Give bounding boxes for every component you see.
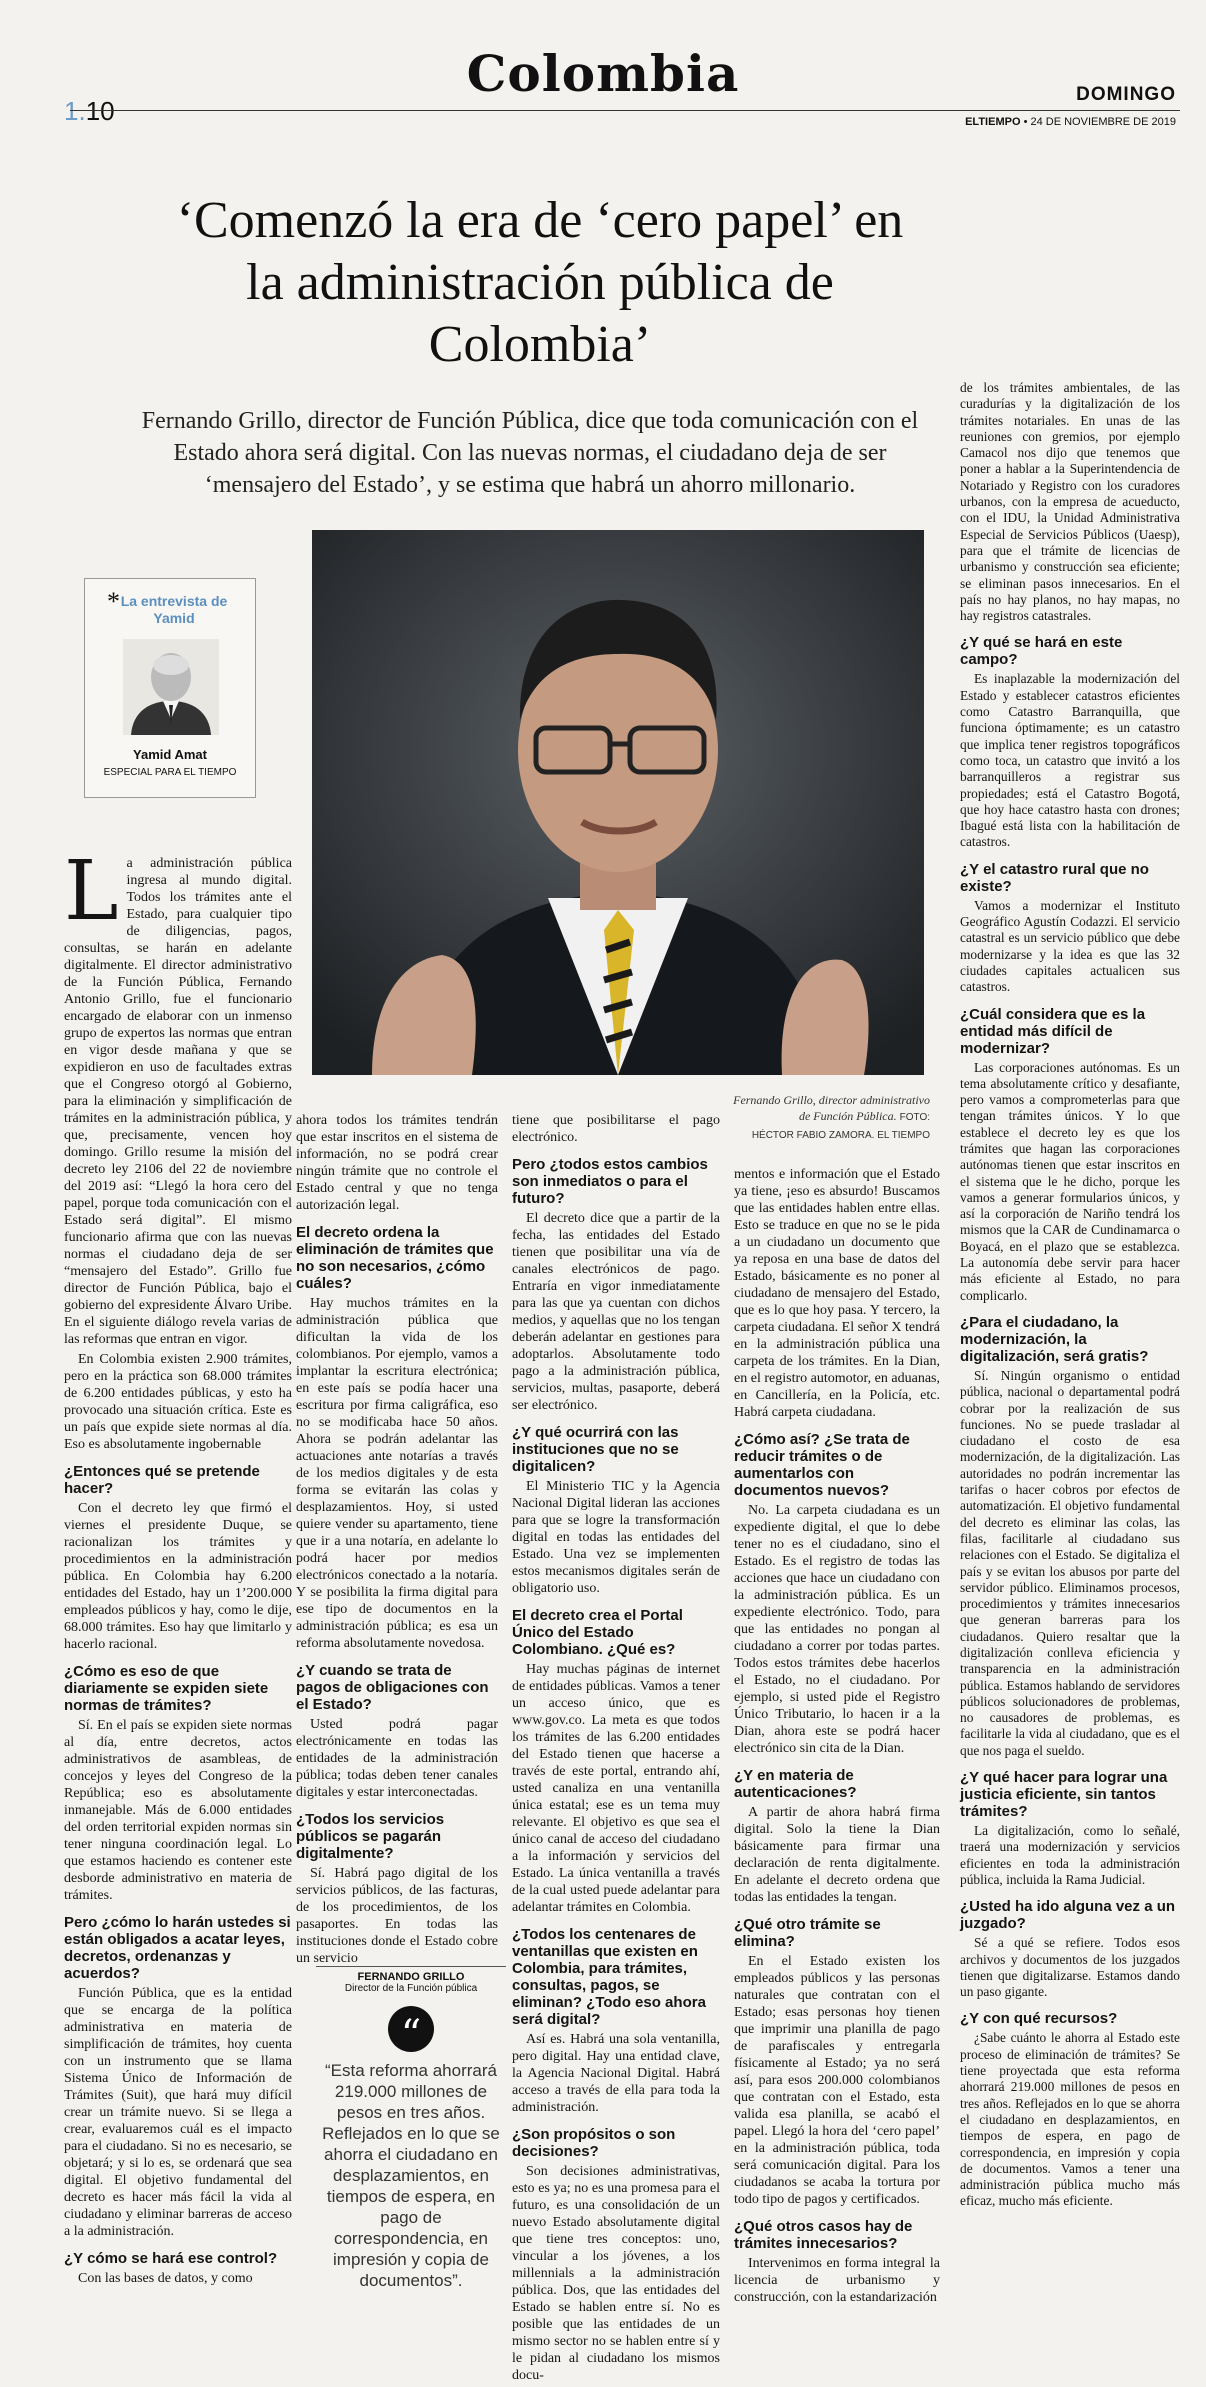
photo-caption — [720, 1092, 930, 1144]
paragraph: tiene que posibilitarse el pago electrónico. — [512, 1113, 720, 1145]
author-portrait — [123, 639, 219, 735]
question: ¿Y el catastro rural que no existe? — [960, 860, 1149, 895]
quote-text: “Esta reforma ahorrará 219.000 millones de pesos en tres años. Reflejados en lo que se ahorra el ciudadano en desplazamientos, en tiempos de espera, en pago de correspondencia, en impresión y copia de documentos”. — [322, 2061, 500, 2290]
publication-name: ELTIEMPO — [965, 116, 1021, 128]
paragraph: El Ministerio TIC y la Agencia Nacional Digital lideran las acciones para que se logre la transformación digital en todas las entidades del Estado. Una vez se implementen estos mecanismos digitales serán de obligatorio uso. — [512, 1479, 720, 1596]
portrait-illustration — [312, 530, 924, 1075]
question: ¿Para el ciudadano, la modernización, la digitalización, será gratis? — [960, 1313, 1149, 1365]
paragraph: A partir de ahora habrá firma digital. Solo la tiene la Dian básicamente para firmar una declaración de renta digitalmente. En adelante el decreto ordena que todas las entidades la tengan. — [734, 1805, 940, 1905]
paragraph: Usted podrá pagar electrónicamente en todas las entidades de la administración pública; todas deben tener canales digitales y estar interconectadas. — [296, 1717, 498, 1800]
question: ¿Y en materia de autenticaciones? — [734, 1767, 857, 1801]
lead-paragraph: La administración pública ingresa al mundo digital. Todos los trámites ante el Estado, para cualquier tipo de diligencias, pagos, consultas, se harán en adelante digitalmente. El director administrativo de la Función Pública, Fernando Antonio Grillo, fue el funcionario encargado de elaborar con un inmenso grupo de expertos las normas que entran en vigor desde mañana y que se expidieron en uso de facultades extras que el Congreso otorgó al Gobierno, para la eliminación y simplificación de trámites en la administración pública, y que, precisamente, vencen hoy domingo. Grillo resume la misión del decreto ley 2106 del 22 de noviembre del 2019 así: “Llegó la hora cero del papel, porque toda comunicación con el Estado será digital”. El mismo funcionario afirma que con las nuevas normas el ciudadano deja de ser “mensajero del Estado”. Grillo fue director de Función Pública, bajo el gobierno del expresidente Álvaro Uribe. En el siguiente diálogo revela varias de las reformas que entran en vigor. — [64, 844, 292, 1347]
paragraph: Son decisiones administrativas, esto es ya; no es una promesa para el futuro, es una consolidación de un nuevo Estado absolutamente digital que tiene tres conceptos: uno, vincular a los jóvenes, a los millennials a la administración pública. Dos, que las entidades del Estado se hablen entre sí. No es posible que las entidades de un mismo sector no se hablen entre sí y le pidan al ciudadano los mismos docu- — [512, 2164, 720, 2383]
paragraph: Hay muchas páginas de internet de entidades públicas. Vamos a tener un acceso único, que es www.gov.co. La meta es que todos los trámites de las 6.200 entidades del Estado tienen que hacerse a través de este portal, entrando ahí, usted canaliza en una ventanilla única estatal; ese es un tema muy relevante. El objetivo es que sea el único canal de acceso del ciudadano a la información y servicios del Estado. La única ventanilla a través de la cual usted puede adelantar para adelantar trámites en Colombia. — [512, 1662, 720, 1915]
paragraph: Vamos a modernizar el Instituto Geográfico Agustín Codazzi. El servicio catastral es un servicio público que debe modernizarse y la idea es que las 32 ciudades capitales actualicen sus catastros. — [960, 897, 1180, 995]
question: ¿Todos los centenares de ventanillas que existen en Colombia, para trámites, consultas, pagos, se eliminan? ¿Todo eso ahora será digital? — [512, 1926, 706, 2028]
question: ¿Cuál considera que es la entidad más difícil de modernizar? — [960, 1005, 1146, 1057]
column-4 — [734, 1166, 940, 2309]
paragraph: mentos e información que el Estado ya tiene, ¡eso es absurdo! Buscamos que las entidades hablen entre ellas. Esto se traduce en que no se le pida a un ciudadano un documento que ya reposa en una base de datos del Estado, básicamente es no poner al ciudadano de mensajero del Estado, que es lo que hoy pasa. Y tercero, la carpeta ciudadana. El señor X tendrá en la administración pública una carpeta de los trámites. En la Dian, en el registro automotor, en aduanas, en Cancillería, en la Policía, etc. Habrá carpeta ciudadana. — [734, 1167, 941, 1420]
paragraph: Las corporaciones autónomas. Es un tema absolutamente crítico y desafiante, pero vamos a comprometerlas para que tengan trámites únicos. Y lo que establece el decreto ley es que los trámites que hagan las corporaciones autónomas tienen que estar inscritos en el sistema que le he dicho, porque les vamos a generar formularios únicos, y así la corporación de Nariño tendrá los mismos que la CAR de Cundinamarca o Boyacá, en el plazo que se establezca. La autonomía debe servir para hacer más eficiente al Estado, no para complicarlo. — [960, 1059, 1180, 1303]
quote-role: Director de la Función pública — [344, 1983, 478, 1994]
publication-date: • 24 DE NOVIEMBRE DE 2019 — [1023, 116, 1176, 128]
question: ¿Y cuando se trata de pagos de obligaciones con el Estado? — [296, 1662, 489, 1713]
question: El decreto ordena la eliminación de trámites que no son necesarios, ¿cómo cuáles? — [296, 1224, 494, 1292]
paragraph: Función Pública, que es la entidad que se encarga de la política administrativa en materia de simplificación de trámites, hoy cuenta con un instrumento que se llama Sistema Único de Información de Trámites (Suit), que hará muy difícil crear un trámite nuevo. Si se llega a crear, evaluaremos cuál es el impacto para el ciudadano. Si no es necesario, se objetará; y si lo es, se ordenará que sea digital. El objetivo fundamental del decreto es hacer más fácil la vida al ciudadano y eliminar barreras de acceso a la administración. — [64, 1986, 292, 2239]
page-number — [64, 96, 115, 127]
column-2 — [296, 1112, 498, 1970]
question: ¿Y qué ocurrirá con las instituciones que no se digitalicen? — [512, 1424, 679, 1475]
header-rule — [70, 110, 1180, 111]
question: ¿Y con qué recursos? — [960, 2010, 1118, 2028]
column-5 — [960, 380, 1180, 2213]
paragraph: Con el decreto ley que firmó el viernes el presidente Duque, se racionalizan los trámites y procedimientos en la administración pública. En Colombia hay 6.200 entidades del Estado, hay un 1’200.000 empleados públicos y hay, como le dije, 68.000 trámites. Eso hay que limitarlo y hacerlo racional. — [64, 1501, 292, 1652]
question: ¿Y cómo se hará ese control? — [64, 2250, 278, 2267]
question: El decreto crea el Portal Único del Estado Colombiano. ¿Qué es? — [512, 1607, 683, 1658]
page-prefix: 1. — [64, 96, 86, 126]
portrait-photo — [312, 530, 924, 1075]
day-label: DOMINGO — [1076, 84, 1176, 105]
caption-credit: HÉCTOR FABIO ZAMORA. EL TIEMPO — [751, 1130, 930, 1141]
page-number-value: 10 — [85, 96, 115, 126]
paragraph: Sí. En el país se expiden siete normas al día, entre decretos, actos administrativos de asambleas, de concejos y leyes del Congreso de la República; eso es absolutamente inmanejable. Más de 6.000 entidades del orden territorial expiden normas sin tener ninguna coordinación legal. Lo que estamos haciendo es contener este desborde administrativo en materia de trámites. — [64, 1718, 292, 1903]
question: ¿Todos los servicios públicos se pagarán digitalmente? — [296, 1811, 445, 1862]
question: ¿Son propósitos o son decisiones? — [512, 2126, 676, 2160]
deck: Fernando Grillo, director de Función Pública, dice que toda comunicación con el Estado ahora será digital. Con las nuevas normas, el ciudadano deja de ser ‘mensajero del Estado’, y se estima que habrá un ahorro millonario. — [141, 408, 919, 498]
question: Pero ¿todos estos cambios son inmediatos o para el futuro? — [512, 1156, 708, 1207]
paragraph: Así es. Habrá una sola ventanilla, pero digital. Hay una entidad clave, la Agencia Nacional Digital. Habrá acceso a través de ella para toda la administración. — [512, 2032, 720, 2115]
question: ¿Qué otro trámite se elimina? — [734, 1916, 881, 1950]
question: ¿Cómo así? ¿Se trata de reducir trámites o de aumentarlos con documentos nuevos? — [734, 1431, 910, 1499]
paragraph: En Colombia existen 2.900 trámites, pero en la práctica son 68.000 trámites de 6.200 entidades públicas, y esto ha provocado una situación crítica. Este es un país que expide siete normas al día. Eso es absolutamente ingobernable — [64, 1352, 292, 1452]
sidebar-label: La entrevista de Yamid — [120, 593, 228, 626]
quote-rule — [316, 1966, 506, 1967]
asterisk-icon: * — [107, 587, 120, 616]
paragraph: Sé a qué se refiere. Todos esos archivos y documentos de los juzgados tienen que digitalizarse. Estamos dando un paso gigante. — [960, 1935, 1180, 2000]
section-title: Colombia — [466, 44, 740, 103]
question: ¿Entonces qué se pretende hacer? — [64, 1463, 260, 1497]
paragraph: Con las bases de datos, y como — [78, 2271, 253, 2286]
pull-quote — [316, 1966, 506, 2291]
paragraph: El decreto dice que a partir de la fecha, las entidades del Estado tienen que posibilitar una vía de canales electrónicos de pago. Entraría en vigor inmediatamente para las que ya cuentan con dichos medios, y aquellas que no los tengan deberán adelantar en gestiones para adoptarlos. Absolutamente todo pago a la administración pública, servicios, multas, pasaporte, deberá ser electrónico. — [512, 1211, 720, 1413]
paragraph: Intervenimos en forma integral la licencia de urbanismo y construcción, con la estandarización — [734, 2256, 940, 2305]
paragraph: ahora todos los trámites tendrán que estar inscritos en el sistema de información, no se podrá crear ningún trámite que no controle el Estado central y que no tenga autorización legal. — [296, 1113, 498, 1213]
paragraph: No. La carpeta ciudadana es un expediente digital, el que lo debe tener no es el ciudadano, sino el Estado. Es el registro de todas las acciones que hace un ciudadano con la administración pública. Es un expediente electrónico. Todo, para que las entidades no pongan al ciudadano a correr por todas partes. Todos estos trámites debe hacerlos el Estado, no el ciudadano. Por ejemplo, si usted pide el Registro Único Tributario, lo hacen ir a la Dian, ahora este se podrá hacer electrónico sin cita de la Dian. — [734, 1503, 940, 1756]
caption-credit-label: FOTO: — [899, 1112, 930, 1123]
column-3 — [512, 1112, 720, 2387]
quote-icon: “ — [388, 2006, 434, 2052]
interview-sidebar — [84, 578, 256, 798]
author-role: ESPECIAL PARA EL TIEMPO — [103, 767, 237, 778]
question: ¿Usted ha ido alguna vez a un juzgado? — [960, 1898, 1176, 1933]
caption-text: Fernando Grillo, director administrativo de Función Pública. — [733, 1093, 930, 1123]
column-1 — [64, 844, 292, 2290]
question: ¿Qué otros casos hay de trámites innecesarios? — [734, 2218, 913, 2252]
paragraph: Sí. Ningún organismo o entidad pública, nacional o departamental podrá cobrar por la realización de sus funciones. No se puede trasladar al ciudadano el costo de esa modernización, de la digitalización. Las autoridades no podrán incrementar las tarifas o hacer cobros por efectos de automatización. El objetivo fundamental del decreto es eliminar las colas, las filas, facilitarle al ciudadano sus relaciones con el Estado. Se digitaliza el país y se evitan los abusos por parte del servidor público. Eliminamos procesos, procedimientos y trámites innecesarios que generan barreras para los ciudadanos. Quiero resaltar que la digitalización conlleva eficiencia y transparencia en la administración pública. Estamos hablando de servidores públicos solucionadores de problemas, no causadores de problemas, es facilitarle la vida al ciudadano, que es el que nos paga el sueldo. — [960, 1367, 1180, 1758]
drop-cap: L — [64, 844, 119, 939]
author-name: Yamid Amat — [133, 747, 207, 762]
paragraph: Es inaplazable la modernización del Estado y establecer catastros eficientes como Catastro Barranquilla, que funciona óptimamente; es un catastro que implica tener registros topográficos como toca, un catastro que invitó a los barranquilleros a registrar sus propiedades; está el Catastro Bogotá, que hoy hace catastro hasta con drones; Ibagué está lista con la habilitación de catastros. — [960, 671, 1180, 850]
quote-name: FERNANDO GRILLO — [357, 1971, 465, 1983]
paragraph: En el Estado existen los empleados públicos y las personas naturales que contratan con el Estado; esas personas hoy tienen que imprimir una planilla de pago de parafiscales y entregarla físicamente al Estado; ya no será así, para esos 200.000 colombianos que contratan con el Estado, esta valida esa planilla, se acabó el papel. Llegó la hora del ‘cero papel’ en la administración pública, toda será comunicación digital. Para los ciudadanos se acaba la tortura por todo tipo de pagos y certificados. — [734, 1954, 940, 2207]
question: ¿Y qué se hará en este campo? — [960, 634, 1123, 669]
paragraph: de los trámites ambientales, de las curadurías y la digitalización de los trámites notariales. En unas de las reuniones con gremios, por ejemplo Camacol nos dijo que tenemos que poner a hablar a la Superintendencia de Notariado y Registro con los curadores urbanos, con la empresa de acueducto, con el IDU, la Unidad Administrativa Especial de Servicios Públicos (Uaesp), para que el trámite de licencias de urbanismo y construcción sea eficiente; se eliminan pasos innecesarios. En el país no hay planos, no hay mapas, no hay registros catastrales. — [960, 380, 1180, 624]
paragraph: Sí. Habrá pago digital de los servicios públicos, de las facturas, de los procedimientos, de los pasaportes. En todas las instituciones donde el Estado cobre un servicio — [296, 1866, 498, 1966]
question: ¿Y qué hacer para lograr una justicia eficiente, sin tantos trámites? — [960, 1769, 1168, 1821]
paragraph: La digitalización, como lo señalé, traerá una modernización y servicios eficientes en toda la administración pública, incluida la Rama Judicial. — [960, 1823, 1180, 1887]
question: Pero ¿cómo lo harán ustedes si están obligados a acatar leyes, decretos, ordenanzas y acuerdos? — [64, 1914, 291, 1982]
paragraph: Hay muchos trámites en la administración pública que dificultan la vida de los colombianos. Por ejemplo, vamos a implantar la escritura electrónica; en este país se podía hacer una escritura por firma caligráfica, eso no se modificaba hace 50 años. Ahora se podrán adelantar las actuaciones ante notarías a través de los medios digitales y de esta forma se evitarán las colas y desplazamientos. Hoy, si usted quiere vender su apartamento, tiene que ir a una notaría, en adelante lo podrá hacer por medios electrónicos conectado a la notaría. Y se posibilita la firma digital para ese tipo de documentos en la administración pública; es esa un reforma absolutamente novedosa. — [296, 1296, 498, 1651]
publication-line — [965, 116, 1176, 128]
paragraph: ¿Sabe cuánto le ahorra al Estado este proceso de eliminación de trámites? Se tiene proyectada que esta reforma ahorrará 219.000 millones de pesos en tres años. Reflejados en lo que se ahorra el ciudadano en desplazamientos, en tiempos de espera, en pago de correspondencia, en impresión y copia de documentos. Vamos a tener una administración pública mucho más eficaz, mucho más eficiente. — [960, 2030, 1180, 2209]
question: ¿Cómo es eso de que diariamente se expiden siete normas de trámites? — [64, 1663, 269, 1714]
headline: ‘Comenzó la era de ‘cero papel’ en la administración pública de Colombia’ — [176, 192, 904, 373]
